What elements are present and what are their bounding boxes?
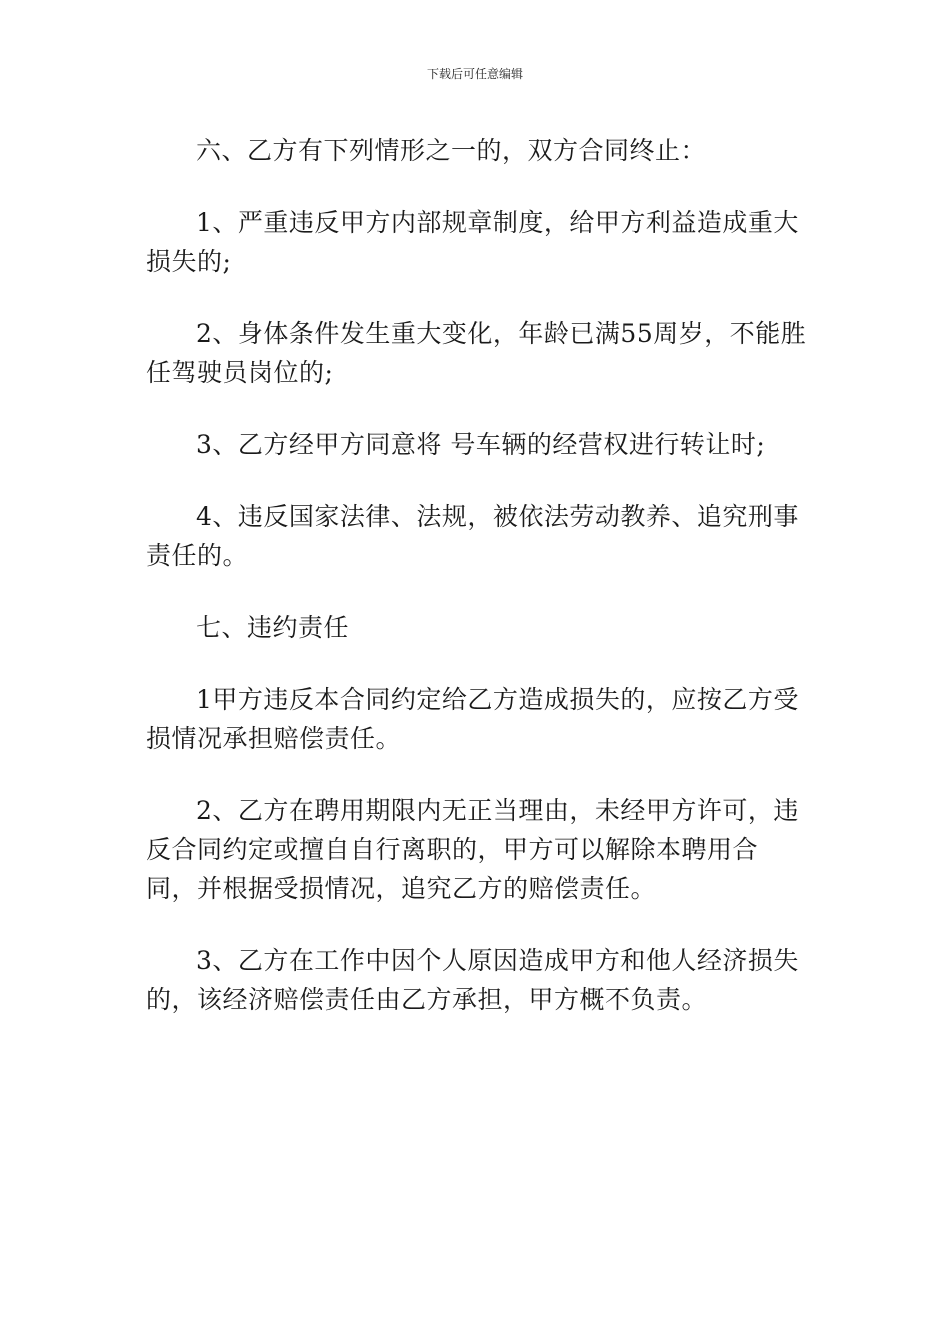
termination-item-4: 4、违反国家法律、法规，被依法劳动教养、追究刑事责任的。 xyxy=(146,502,799,570)
termination-item-2: 2、身体条件发生重大变化，年龄已满55周岁，不能胜任驾驶员岗位的; xyxy=(146,319,807,387)
liability-item-2: 2、乙方在聘用期限内无正当理由，未经甲方许可，违反合同约定或擅自自行离职的，甲方可以解除本聘用合同，并根据受损情况，追究乙方的赔偿责任。 xyxy=(146,796,799,903)
termination-item-1: 1、严重违反甲方内部规章制度，给甲方利益造成重大损失的; xyxy=(146,208,799,276)
document-body xyxy=(146,131,808,1052)
liability-item-1: 1甲方违反本合同约定给乙方造成损失的，应按乙方受损情况承担赔偿责任。 xyxy=(146,685,799,753)
section-heading-termination: 六、乙方有下列情形之一的，双方合同终止： xyxy=(196,136,707,165)
section-heading-liability: 七、违约责任 xyxy=(196,613,350,642)
page-header: 下载后可任意编辑 xyxy=(426,67,523,81)
liability-item-3: 3、乙方在工作中因个人原因造成甲方和他人经济损失的，该经济赔偿责任由乙方承担，甲方概不负责。 xyxy=(146,946,799,1014)
termination-item-3: 3、乙方经甲方同意将 号车辆的经营权进行转让时; xyxy=(196,430,766,459)
